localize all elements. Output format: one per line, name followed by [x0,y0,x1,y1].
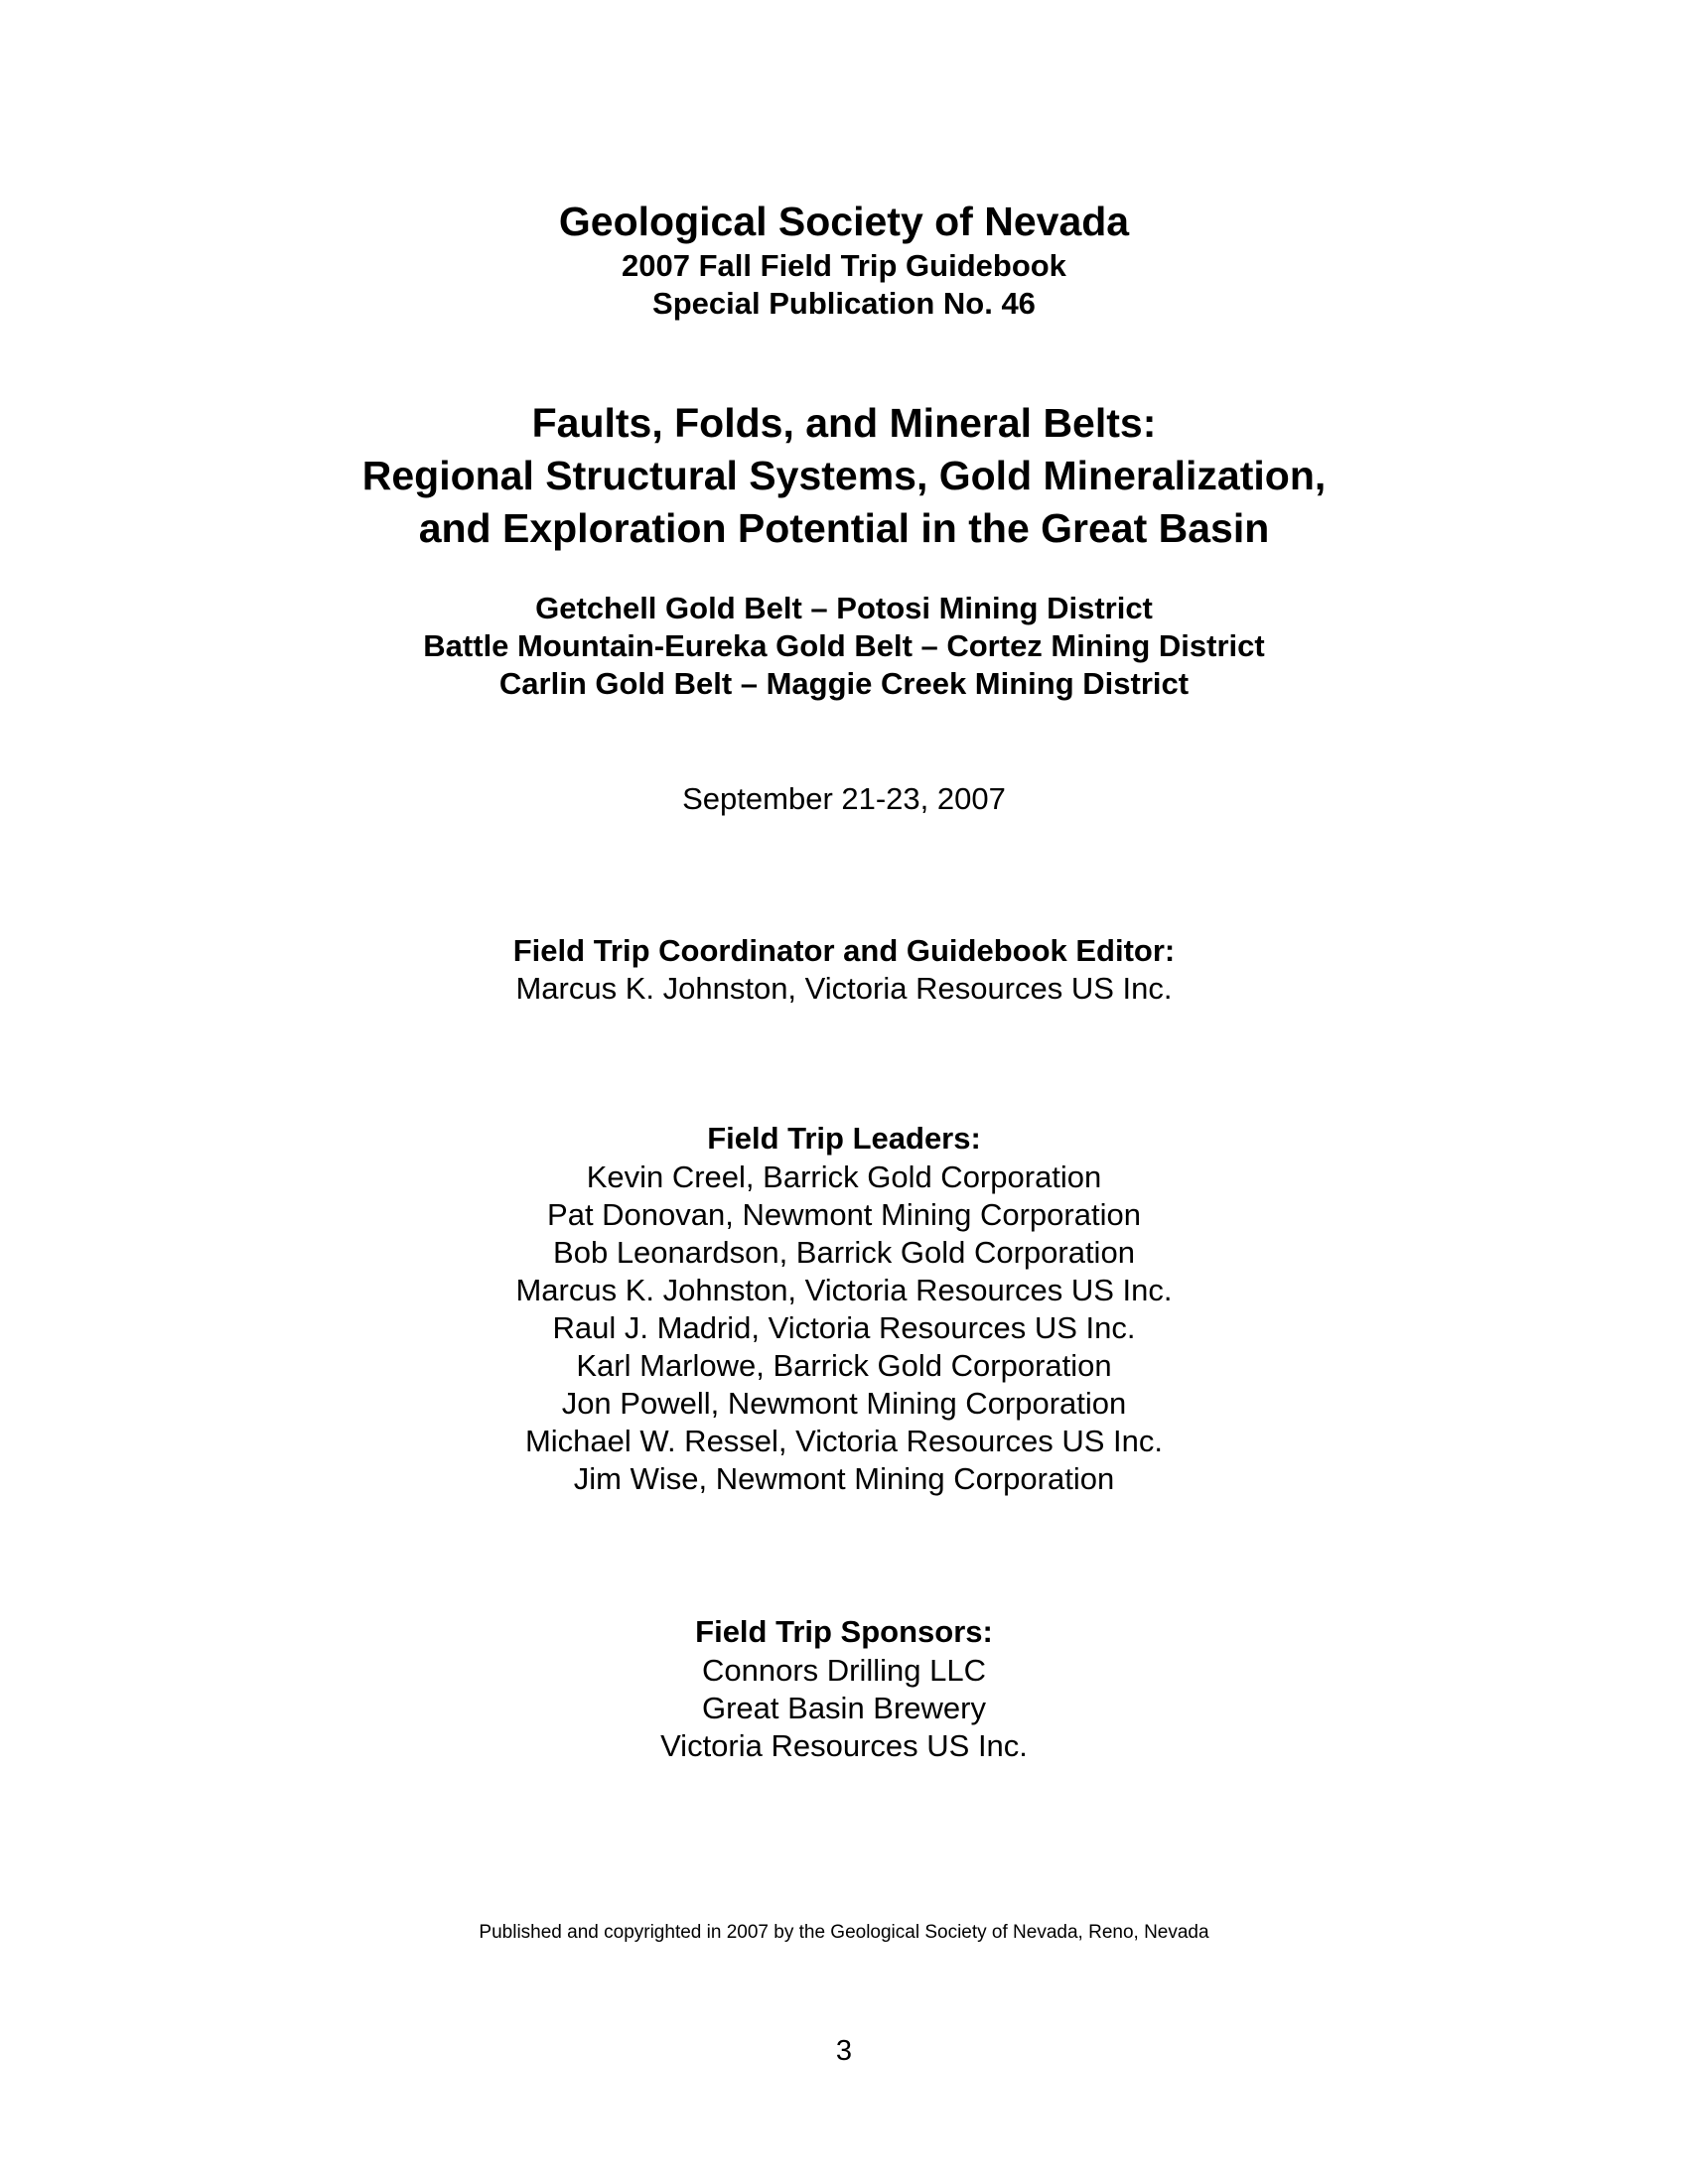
main-title-line-2: Regional Structural Systems, Gold Mineralization, [361,453,1327,498]
trip-date: September 21-23, 2007 [682,781,1006,816]
sponsor-name: Great Basin Brewery [702,1691,986,1725]
sponsors-heading: Field Trip Sponsors: [695,1614,993,1649]
leader-name: Pat Donovan, Newmont Mining Corporation [547,1197,1141,1232]
leaders-list [0,1159,1688,1498]
sponsors-list [0,1652,1688,1765]
leader-name: Karl Marlowe, Barrick Gold Corporation [576,1348,1112,1383]
organization-name: Geological Society of Nevada [558,199,1130,244]
district-line-3: Carlin Gold Belt – Maggie Creek Mining District [498,666,1190,701]
leader-name: Jim Wise, Newmont Mining Corporation [573,1461,1115,1496]
leader-name: Jon Powell, Newmont Mining Corporation [561,1386,1127,1421]
publication-number: Special Publication No. 46 [652,286,1036,321]
main-title-line-1: Faults, Folds, and Mineral Belts: [531,400,1157,446]
leaders-heading: Field Trip Leaders: [707,1121,981,1156]
leader-name: Kevin Creel, Barrick Gold Corporation [586,1160,1102,1194]
coordinator-heading: Field Trip Coordinator and Guidebook Editor: [512,933,1176,968]
sponsor-name: Connors Drilling LLC [701,1653,986,1688]
leader-name: Bob Leonardson, Barrick Gold Corporation [553,1235,1135,1270]
page-number: 3 [835,2035,853,2067]
guidebook-title: 2007 Fall Field Trip Guidebook [622,248,1066,283]
leader-name: Michael W. Ressel, Victoria Resources US Inc. [524,1424,1164,1458]
main-title-line-3: and Exploration Potential in the Great Basin [418,505,1270,551]
district-line-1: Getchell Gold Belt – Potosi Mining District [535,591,1153,625]
sponsor-name: Victoria Resources US Inc. [660,1728,1028,1763]
coordinator-name: Marcus K. Johnston, Victoria Resources US Inc. [515,971,1173,1006]
leader-name: Marcus K. Johnston, Victoria Resources US Inc. [515,1273,1173,1307]
leader-name: Raul J. Madrid, Victoria Resources US Inc. [552,1310,1136,1345]
district-line-2: Battle Mountain-Eureka Gold Belt – Cortez Mining District [423,628,1265,663]
copyright-footer: Published and copyrighted in 2007 by the Geological Society of Nevada, Reno, Nevada [479,1922,1209,1943]
